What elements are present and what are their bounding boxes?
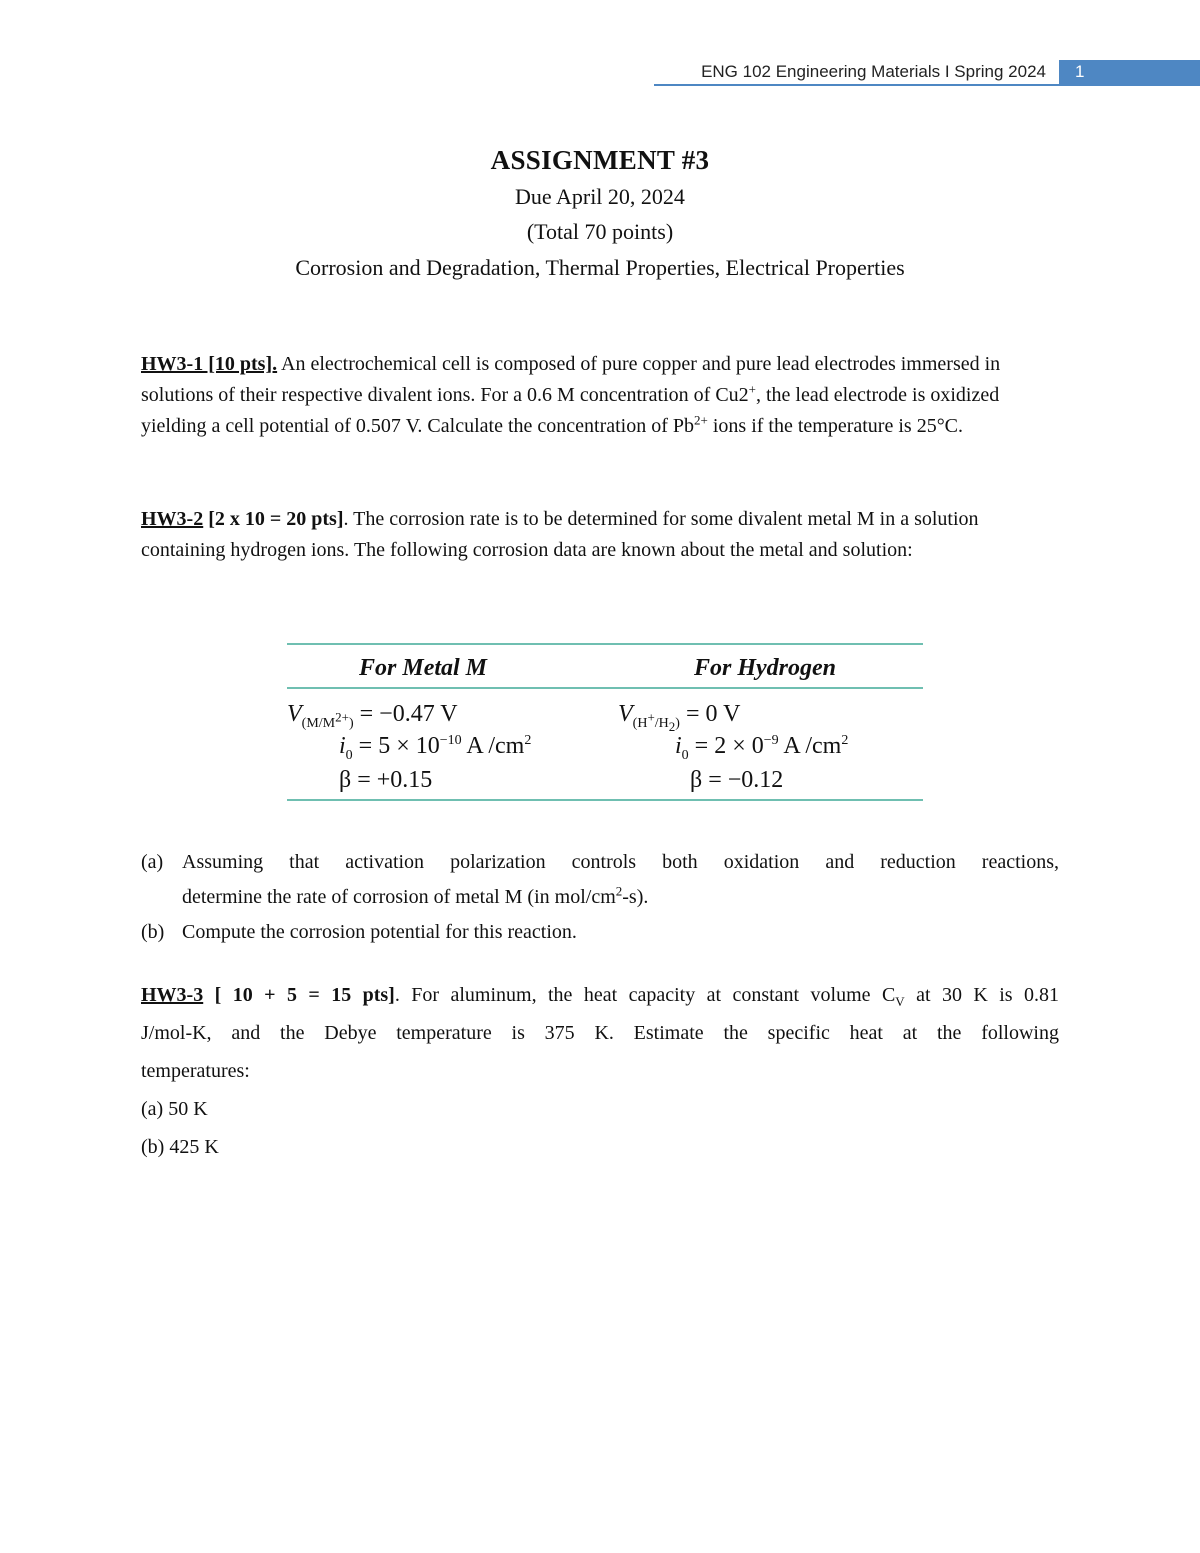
part-b-text: Compute the corrosion potential for this reaction. <box>182 921 577 943</box>
table-bottom-rule <box>287 799 923 801</box>
col-header-hydrogen: For Hydrogen <box>694 655 837 681</box>
hw3-1-sup-a: + <box>748 381 756 397</box>
table-header-rule <box>287 687 923 689</box>
hydrogen-potential: $V_{(H^+/H_2)} = 0$ V <box>618 701 741 734</box>
title-block <box>0 140 1200 286</box>
hw3-2-points: [2 x 10 = 20 pts] <box>203 508 344 530</box>
hw3-2-part-b <box>141 915 1059 950</box>
topics: Corrosion and Degradation, Thermal Properties, Electrical Properties <box>295 255 905 280</box>
hw3-3-problem: HW3-3 [ 10 + 5 = 15 pts]. For aluminum, the heat capacity at constant volume $C_V$ at 30 K is 0.81 J/mol-K, and the Debye temperature is 375 K. Estimate the specific heat at the following temperatures: (a) 50 K (b) 425 K <box>141 976 1059 1166</box>
hw3-1-text-a: An electrochemical cell is composed of pure copper and pure lead electrodes immersed in solutions of their respective divalent ions. For a 0.6 M concentration of Cu2 <box>141 353 1001 406</box>
hw3-2-text: . The corrosion rate is to be determined for some divalent metal M in a solution containing hydrogen ions. The following corrosion data are known about the metal and solution: <box>141 508 979 561</box>
total-points: (Total 70 points) <box>526 219 674 244</box>
header-rule <box>654 84 1200 86</box>
page-number: 1 <box>1059 60 1200 84</box>
hw3-2-problem <box>141 504 1059 566</box>
hw3-1-sup-b: 2+ <box>694 412 708 428</box>
hw3-2-part-a <box>141 845 1059 915</box>
part-a-continuation: determine the rate of corrosion of metal M (in mol/$cm^2-s$). <box>182 883 649 908</box>
hw3-1-text-b: , the lead electrode is oxidized yielding a cell potential of 0.507 V. Calculate the concentration of Pb <box>141 384 1000 437</box>
due-date: Due April 20, 2024 <box>515 184 685 209</box>
hydrogen-beta: β = −0.12 <box>690 767 784 793</box>
hydrogen-exchange-current: $i_0 = 2 \times 0^{-9}$ A $/cm^2$ <box>675 733 849 763</box>
part-b-label: (b) <box>141 921 165 943</box>
hw3-3-id: HW3-3 <box>141 984 204 1006</box>
metal-exchange-current: $i_0 = 5 \times 10^{-10}$ A $/cm^2$ <box>339 733 532 763</box>
hw3-1-id: HW3-1 [10 pts]. <box>141 353 278 375</box>
hw3-2-id: HW3-2 <box>141 508 204 530</box>
page-header <box>654 60 1200 86</box>
hw3-1-text-c: ions if the temperature is 25°C. <box>707 415 964 437</box>
hw3-3-part-a: (a) 50 K <box>141 1098 208 1120</box>
header-course-title: ENG 102 Engineering Materials I Spring 2024 <box>701 62 1046 81</box>
hw3-1-problem <box>141 349 1059 442</box>
part-a-text: Assuming that activation polarization controls both oxidation and reduction reactions, <box>182 851 1059 873</box>
hw3-3-line2: J/mol-K, and the Debye temperature is 375 K. Estimate the specific heat at the following <box>141 1022 1059 1044</box>
table-top-rule <box>287 643 923 645</box>
hw3-3-part-b: (b) 425 K <box>141 1136 219 1158</box>
col-header-metal: For Metal M <box>359 655 488 681</box>
hw3-3-line3: temperatures: <box>141 1060 250 1082</box>
metal-beta: β = +0.15 <box>339 767 433 793</box>
corrosion-data-table <box>287 643 923 803</box>
assignment-title: ASSIGNMENT #3 <box>490 145 710 175</box>
metal-potential: $V_{(M/M^{2+})} = -0.47$ V <box>287 701 458 731</box>
hw3-3-points: [ 10 + 5 = 15 pts] <box>203 984 395 1006</box>
part-a-label: (a) <box>141 851 164 873</box>
